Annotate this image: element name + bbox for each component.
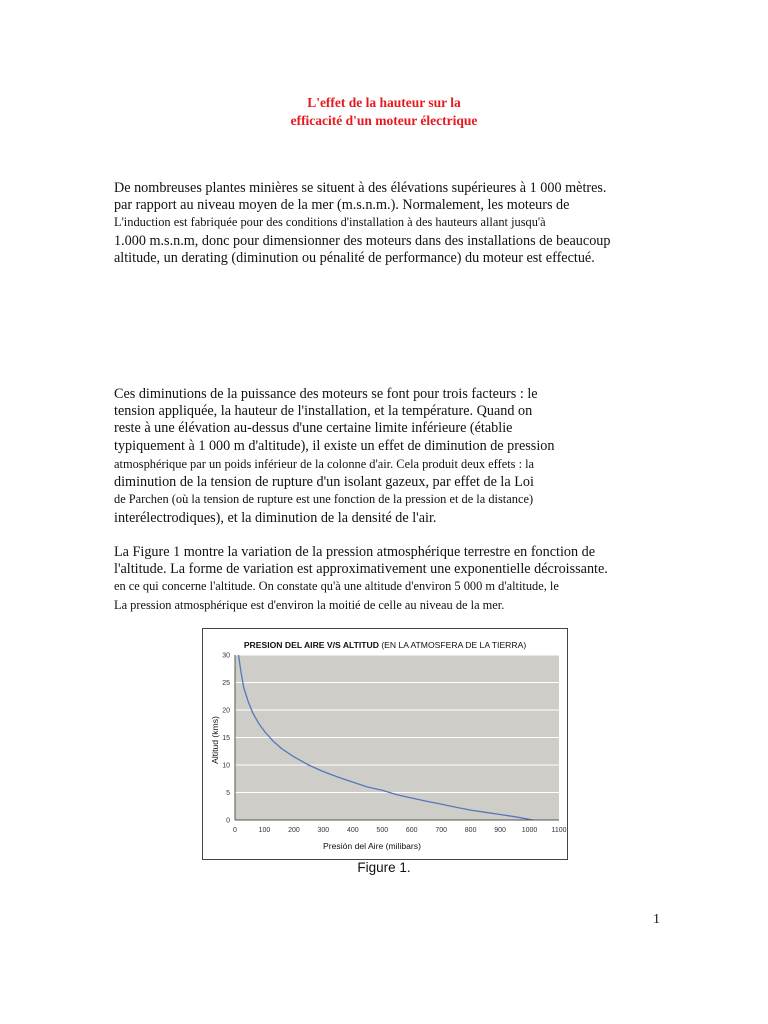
paragraph-2-line: atmosphérique par un poids inférieur de la colonne d'air. Cela produit deux effets : la (114, 457, 535, 471)
paragraph-1-line: altitude, un derating (diminution ou pénalité de performance) du moteur est effectué. (114, 250, 595, 266)
x-tick-label: 0 (233, 827, 237, 834)
paragraph-2-line: typiquement à 1 000 m d'altitude), il existe un effet de diminution de pression (114, 438, 555, 454)
paragraph-1-line: De nombreuses plantes minières se situent à des élévations supérieures à 1 000 mètres. (114, 180, 607, 196)
x-tick-label: 1100 (551, 827, 567, 834)
document-title (0, 94, 768, 130)
x-tick-label: 400 (346, 827, 359, 834)
y-tick-label: 25 (222, 680, 230, 687)
paragraph-2-line: diminution de la tension de rupture d'un isolant gazeux, par effet de la Loi (114, 474, 534, 490)
paragraph-2-line: reste à une élévation au-dessus d'une certaine limite inférieure (établie (114, 420, 513, 436)
y-tick-label: 15 (222, 735, 230, 742)
title-line-1: L'effet de la hauteur sur la (307, 95, 461, 110)
paragraph-1-line: 1.000 m.s.n.m, donc pour dimensionner des moteurs dans des installations de beaucoup (114, 233, 611, 249)
x-tick-label: 600 (405, 827, 418, 834)
paragraph-3-line: en ce qui concerne l'altitude. On constate qu'à une altitude d'environ 5 000 m d'altitude, le (114, 579, 559, 593)
page-number: 1 (653, 912, 660, 927)
paragraph-2-line: de Parchen (où la tension de rupture est une fonction de la pression et de la distance) (114, 492, 534, 506)
paragraph-3-line: l'altitude. La forme de variation est approximativement une exponentielle décroissante. (114, 561, 608, 577)
figure-caption: Figure 1. (357, 860, 411, 875)
x-axis-label: Presión del Aire (milibars) (323, 841, 421, 851)
y-tick-label: 30 (222, 652, 230, 660)
paragraph-2-line: interélectrodiques), et la diminution de la densité de l'air. (114, 510, 437, 526)
paragraph-2-line: Ces diminutions de la puissance des moteurs se font pour trois facteurs : le (114, 386, 538, 402)
y-tick-label: 5 (226, 790, 230, 797)
chart-title-bold: PRESION DEL AIRE V/S ALTITUD (243, 640, 379, 650)
title-line-2: efficacité d'un moteur électrique (290, 113, 478, 128)
x-tick-label: 500 (376, 827, 389, 834)
x-tick-label: 300 (317, 827, 330, 834)
paragraph-2-line: tension appliquée, la hauteur de l'installation, et la température. Quand on (114, 403, 533, 419)
x-tick-label: 200 (288, 827, 300, 834)
paragraph-3-line: La Figure 1 montre la variation de la pression atmosphérique terrestre en fonction de (114, 544, 596, 560)
x-tick-label: 700 (435, 827, 448, 834)
x-tick-label: 100 (258, 827, 271, 834)
x-tick-label: 1000 (521, 827, 538, 834)
chart-title (244, 640, 527, 650)
x-tick-label: 800 (464, 827, 477, 834)
pressure-altitude-chart (202, 628, 568, 860)
y-tick-label: 20 (222, 707, 230, 715)
y-axis-label: Altitud (kms) (210, 716, 220, 764)
paragraph-1-line: L'induction est fabriquée pour des conditions d'installation à des hauteurs allant jusqu'à (114, 215, 546, 229)
paragraph-3-line: La pression atmosphérique est d'environ la moitié de celle au niveau de la mer. (114, 598, 505, 612)
chart-svg (202, 628, 568, 860)
y-tick-label: 0 (226, 817, 230, 825)
chart-title-rest: (EN LA ATMOSFERA DE LA TIERRA) (378, 640, 527, 650)
paragraph-1-line: par rapport au niveau moyen de la mer (m.s.n.m.). Normalement, les moteurs de (114, 197, 570, 213)
x-tick-label: 900 (494, 827, 506, 834)
y-tick-label: 10 (222, 762, 230, 770)
